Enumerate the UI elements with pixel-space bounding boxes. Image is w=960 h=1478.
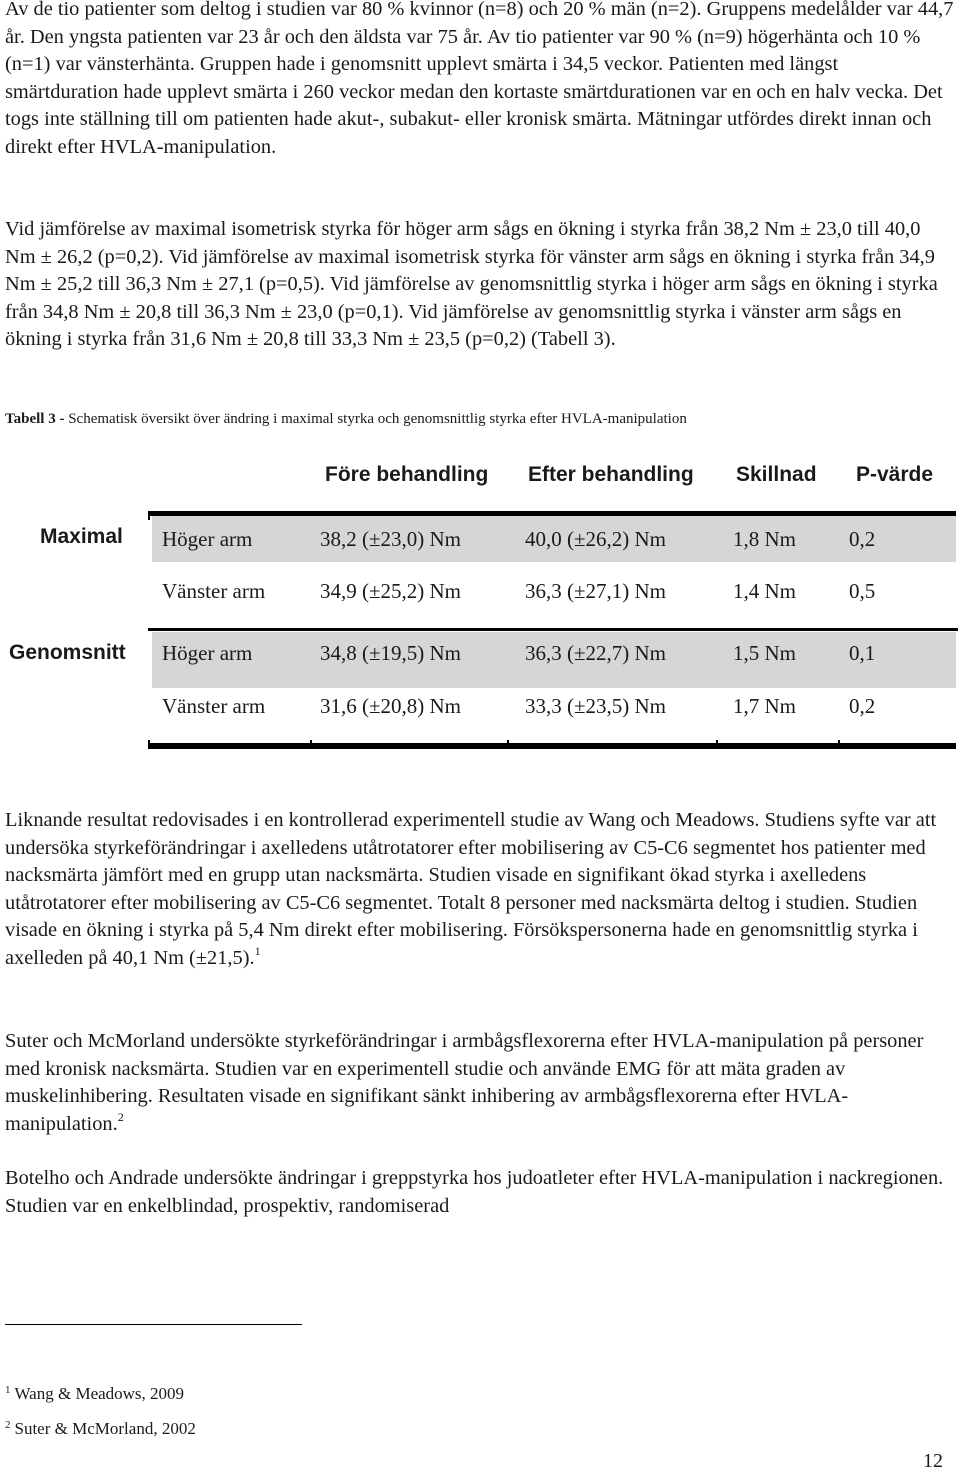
table-cell-p-value: 0,2 xyxy=(849,527,876,551)
table-header-before: Före behandling xyxy=(325,463,489,486)
table-cell-p-value: 0,5 xyxy=(849,579,876,603)
paragraph-wang-meadows xyxy=(5,807,955,973)
table-cell-before: 34,8 (±19,5) Nm xyxy=(320,641,462,665)
paragraph-strength-results: Vid jämförelse av maximal isometrisk styrka för höger arm sågs en ökning i styrka från 38,2 Nm ± 23,0 till 40,0 Nm ± 26,2 (p=0,2). Vid jämförelse av maximal isometrisk styrka för vänster arm sågs en ökning i styrka från 34,9 Nm ± 25,2 till 36,3 Nm ± 27,1 (p=0,5). Vid jämförelse av genomsnittlig styrka i höger arm sågs en ökning i styrka från 34,8 Nm ± 20,8 till 36,3 Nm ± 23,0 (p=0,1). Vid jämförelse av genomsnittlig styrka i vänster arm sågs en ökning i styrka från 31,6 Nm ± 20,8 till 33,3 Nm ± 23,5 (p=0,2) (Tabell 3). xyxy=(5,218,938,351)
table-cell-difference: 1,4 Nm xyxy=(733,579,796,603)
footnote-2 xyxy=(5,1414,196,1440)
footnote-1 xyxy=(5,1379,184,1405)
table-rule-tick xyxy=(716,740,718,749)
footnote-ref-1: 1 xyxy=(254,943,261,958)
paragraph-demographics: Av de tio patienter som deltog i studien var 80 % kvinnor (n=8) och 20 % män (n=2). Gruppens medelålder var 44,7 år. Den yngsta patienten var 23 år och den äldsta var 75 år. Av tio patienter var 90 % (n=9) högerhänta och 10 % (n=1) var vänsterhänta. Gruppen hade i genomsnitt upplevt smärta i 34,5 veckor. Patienten med längst smärtduration hade upplevt smärta i 260 veckor medan den kortaste smärtdurationen var en och en halv vecka. Det togs inte ställning till om patienten hade akut-, subakut- eller kronisk smärta. Mätningar utfördes direkt innan och direkt efter HVLA-manipulation. xyxy=(5,0,954,158)
table-cell-difference: 1,8 Nm xyxy=(733,527,796,551)
table-cell-difference: 1,7 Nm xyxy=(733,694,796,718)
table-cell-after: 36,3 (±27,1) Nm xyxy=(525,579,667,603)
paragraph-botelho-andrade: Botelho och Andrade undersökte ändringar i greppstyrka hos judoatleter efter HVLA-manipulation i nackregionen. Studien var en enkelblindad, prospektiv, randomiserad xyxy=(5,1167,944,1217)
table-cell-arm: Höger arm xyxy=(162,641,253,665)
table-group-label-maximal: Maximal xyxy=(40,525,123,548)
footnote-ref-2: 2 xyxy=(117,1109,124,1124)
footnote-number: 2 xyxy=(5,1419,11,1431)
paragraph-suter-mcmorland-text: Suter och McMorland undersökte styrkeförändringar i armbågsflexorerna efter HVLA-manipulation på personer med kronisk nacksmärta. Studien var en experimentell studie och använde EMG för att mäta graden av muskelinhibering. Resultaten visade en signifikant sänkt inhibering av armbågsflexorerna efter HVLA-manipulation. xyxy=(5,1030,924,1135)
footnote-separator xyxy=(5,1324,302,1325)
table-cell-p-value: 0,1 xyxy=(849,641,876,665)
table-cell-after: 36,3 (±22,7) Nm xyxy=(525,641,667,665)
table-cell-after: 33,3 (±23,5) Nm xyxy=(525,694,667,718)
footnote-text: Wang & Meadows, 2009 xyxy=(14,1384,185,1403)
paragraph-wang-meadows-text: Liknande resultat redovisades i en kontrollerad experimentell studie av Wang och Meadows. Studiens syfte var att undersöka styrkeförändringar i axelledens utåtrotatorer efter mobilisering av C5-C6 segmentet hos patienter med nacksmärta jämfört med en grupp utan nacksmärta. Studien visade en signifikant ökad styrka i axelledens utåtrotatorer efter mobilisering av C5-C6 segmentet. Totalt 8 personer med nacksmärta deltog i studien. Studien visade en ökning i styrka på 5,4 Nm direkt efter mobilisering. Försökspersonerna hade en genomsnittlig styrka i axelleden på 40,1 Nm (±21,5). xyxy=(5,809,937,969)
table-row xyxy=(152,683,956,729)
table-header-p-value: P-värde xyxy=(856,463,934,486)
footnote-text: Suter & McMorland, 2002 xyxy=(14,1419,196,1438)
table-bottom-rule xyxy=(148,743,956,749)
table-cell-before: 34,9 (±25,2) Nm xyxy=(320,579,462,603)
table-cell-arm: Vänster arm xyxy=(162,694,266,718)
footnote-number: 1 xyxy=(5,1384,11,1396)
table-cell-before: 31,6 (±20,8) Nm xyxy=(320,694,462,718)
table-rule-tick xyxy=(838,740,840,749)
table-header-difference: Skillnad xyxy=(736,463,817,486)
table-cell-before: 38,2 (±23,0) Nm xyxy=(320,527,462,551)
table-group-label-average: Genomsnitt xyxy=(9,641,126,664)
table-rule-tick xyxy=(148,740,150,749)
table-group-rule xyxy=(148,628,958,631)
table-caption xyxy=(5,409,955,429)
table-row xyxy=(152,516,956,562)
table-rule-tick xyxy=(148,511,150,520)
table-cell-after: 40,0 (±26,2) Nm xyxy=(525,527,667,551)
table-cell-arm: Höger arm xyxy=(162,527,253,551)
paragraph-suter-mcmorland xyxy=(5,1028,955,1138)
table-header-after: Efter behandling xyxy=(528,463,694,486)
table-row xyxy=(152,632,956,688)
table-caption-label: Tabell 3 - xyxy=(5,411,65,427)
table-cell-arm: Vänster arm xyxy=(162,579,266,603)
table-caption-text: Schematisk översikt över ändring i maximal styrka och genomsnittlig styrka efter HVLA-manipulation xyxy=(64,411,687,427)
table-rule-tick xyxy=(310,740,312,749)
table-row xyxy=(152,568,956,614)
page-number: 12 xyxy=(923,1450,943,1472)
table-cell-difference: 1,5 Nm xyxy=(733,641,796,665)
table-rule-tick xyxy=(507,740,509,749)
table-cell-p-value: 0,2 xyxy=(849,694,876,718)
